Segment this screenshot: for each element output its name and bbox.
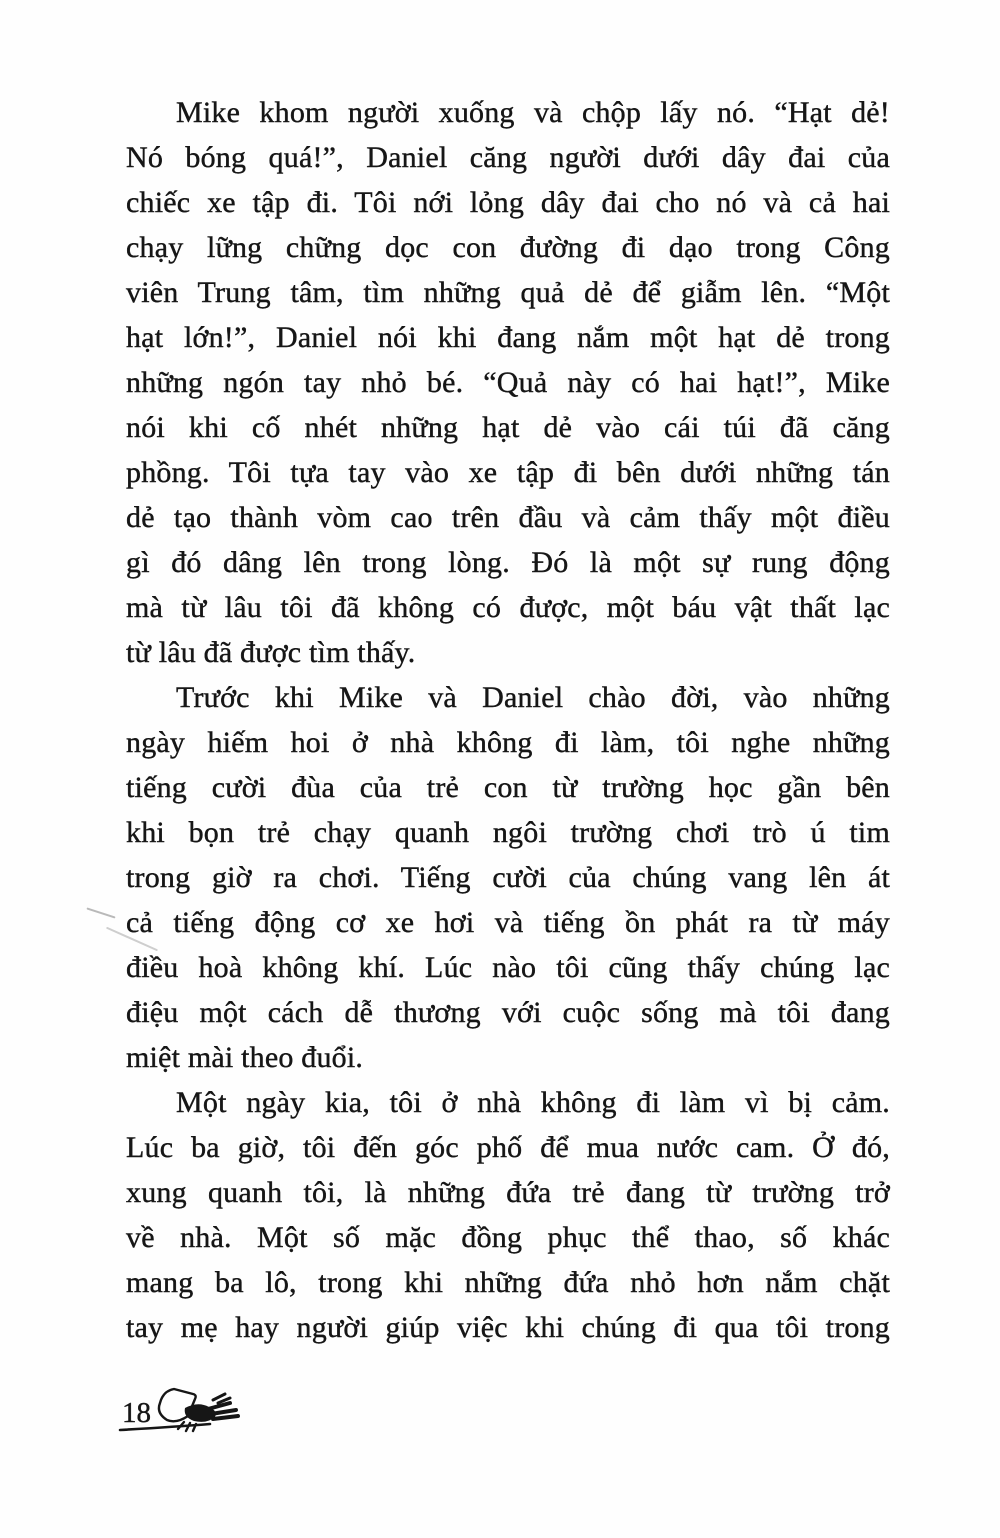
text-line: hạt lớn!”, Daniel nói khi đang nắm một hạt dẻ trong [126, 321, 890, 354]
text-line: xung quanh tôi, là những đứa trẻ đang từ trường trở [126, 1176, 890, 1209]
page-footer [118, 1386, 368, 1442]
text-line: gì đó dâng lên trong lòng. Đó là một sự rung động [126, 546, 890, 579]
scan-scratch-artifact [86, 907, 115, 918]
text-line: ngày hiếm hoi ở nhà không đi làm, tôi nghe những [126, 726, 890, 759]
text-line: những ngón tay nhỏ bé. “Quả này có hai hạt!”, Mike [126, 366, 890, 399]
text-line: tiếng cười đùa của trẻ con từ trường học gần bên [126, 771, 890, 804]
text-line: Mike khom người xuống và chộp lấy nó. “Hạt dẻ! [176, 96, 890, 129]
text-line: Lúc ba giờ, tôi đến góc phố để mua nước cam. Ở đó, [126, 1131, 890, 1164]
text-line: điệu một cách dễ thương với cuộc sống mà tôi đang [126, 996, 890, 1029]
text-line: mà từ lâu tôi đã không có được, một báu vật thất lạc [126, 591, 890, 624]
page-number: 18 [122, 1397, 151, 1429]
text-line: Trước khi Mike và Daniel chào đời, vào những [176, 681, 890, 714]
text-line: chạy lững chững dọc con đường đi dạo trong Công [126, 231, 890, 264]
text-line: về nhà. Một số mặc đồng phục thể thao, số khác [126, 1221, 890, 1254]
body-text [126, 90, 890, 1350]
text-line: viên Trung tâm, tìm những quả dẻ để giẫm lên. “Một [126, 276, 890, 309]
text-line: Một ngày kia, tôi ở nhà không đi làm vì bị cảm. [176, 1086, 890, 1119]
text-line: chiếc xe tập đi. Tôi nới lỏng dây đai cho nó và cả hai [126, 186, 890, 219]
text-line: dẻ tạo thành vòm cao trên đầu và cảm thấy một điều [126, 501, 890, 534]
text-line: điều hoà không khí. Lúc nào tôi cũng thấy chúng lạc [126, 951, 890, 984]
paragraph [126, 90, 890, 675]
text-line: Nó bóng quá!”, Daniel căng người dưới dây đai của [126, 141, 890, 174]
text-line: nói khi cố nhét những hạt dẻ vào cái túi đã căng [126, 411, 890, 444]
text-line: mang ba lô, trong khi những đứa nhỏ hơn nắm chặt [126, 1266, 890, 1299]
paragraph [126, 1080, 890, 1350]
text-line: khi bọn trẻ chạy quanh ngôi trường chơi trò ú tim [126, 816, 890, 849]
text-line: phồng. Tôi tựa tay vào xe tập đi bên dưới những tán [126, 456, 890, 489]
text-line: cả tiếng động cơ xe hơi và tiếng ồn phát ra từ máy [126, 906, 890, 939]
text-line: miệt mài theo đuổi. [126, 1041, 364, 1074]
paragraph [126, 675, 890, 1080]
text-line: tay mẹ hay người giúp việc khi chúng đi qua tôi trong [126, 1311, 890, 1344]
text-line: từ lâu đã được tìm thấy. [126, 636, 416, 669]
text-line: trong giờ ra chơi. Tiếng cười của chúng vang lên át [126, 861, 890, 894]
